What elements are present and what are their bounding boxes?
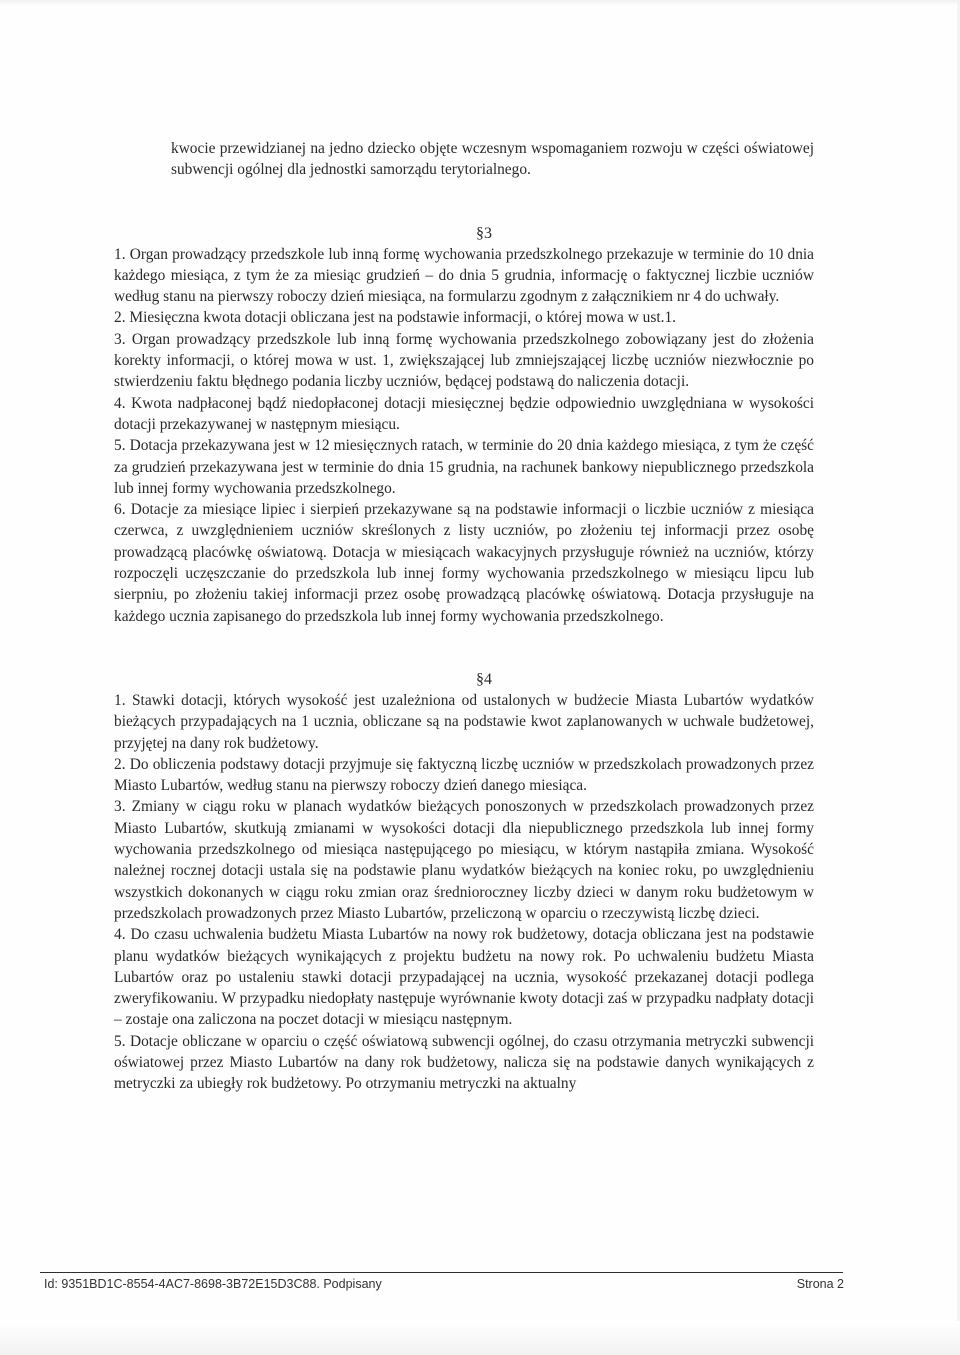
section-3-paragraph-1: 1. Organ prowadzący przedszkole lub inną formę wychowania przedszkolnego przekazuje w terminie do 10 dnia każdego miesiąca, z tym że za miesiąc grudzień – do dnia 5 grudnia, informację o faktycznej liczbie uczniów według stanu na pierwszy roboczy dzień miesiąca, na formularzu zgodnym z załącznikiem nr 4 do uchwały. [114,245,814,306]
section-3-paragraph-4: 4. Kwota nadpłaconej bądź niedopłaconej dotacji miesięcznej będzie odpowiednio uwzględniana w wysokości dotacji przekazywanej w następnym miesiącu. [114,394,814,433]
footer-document-id: Id: 9351BD1C-8554-4AC7-8698-3B72E15D3C88. Podpisany [44,1277,382,1291]
section-4-paragraph-2: 2. Do obliczenia podstawy dotacji przyjmuje się faktyczną liczbę uczniów w przedszkolach prowadzonych przez Miasto Lubartów, według stanu na pierwszy roboczy dzień danego miesiąca. [114,755,814,795]
footer-divider [40,1272,843,1273]
scan-bottom-edge [0,1321,960,1355]
section-3-paragraph-3: 3. Organ prowadzący przedszkole lub inną formę wychowania przedszkolnego zobowiązany jest do złożenia korekty informacji, o której mowa w ust. 1, zwiększającej lub zmniejszającej liczbę uczniów niezwłocznie po stwierdzeniu faktu błędnego podania liczby uczniów, będącej podstawą do naliczenia dotacji. [114,330,814,391]
section-3-paragraph-6: 6. Dotacje za miesiące lipiec i sierpień przekazywane są na podstawie informacji o liczbie uczniów z miesiąca czerwca, z uwzględnieniem uczniów skreślonych z listy uczniów, po złożeniu tej informacji przez osobę prowadzącą placówkę oświatową. Dotacja w miesiącach wakacyjnych przysługuje również na uczniów, którzy rozpoczęli uczęszczanie do przedszkola lub innej formy wychowania przedszkolnego w miesiącu lipcu lub sierpniu, po złożeniu takiej informacji przez osobę prowadzącą placówkę oświatową. Dotacja przysługuje na każdego ucznia zapisanego do przedszkola lub innej formy wychowania przedszkolnego. [114,501,814,625]
section-4-paragraph-1: 1. Stawki dotacji, których wysokość jest uzależniona od ustalonych w budżecie Miasta Lubartów wydatków bieżących przypadających na 1 ucznia, obliczane są na podstawie kwot zaplanowanych w uchwale budżetowej, przyjętej na dany rok budżetowy. [114,691,814,752]
section-4-paragraph-4: 4. Do czasu uchwalenia budżetu Miasta Lubartów na nowy rok budżetowy, dotacja obliczana jest na podstawie planu wydatków bieżących wynikających z projektu budżetu na nowy rok. Po uchwaleniu budżetu Miasta Lubartów oraz po ustaleniu stawki dotacji przypadającej na ucznia, wysokość przekazanej dotacji podlega zweryfikowaniu. W przypadku niedopłaty następuje wyrównanie kwoty dotacji zaś w przypadku nadpłaty dotacji – zostaje ona zaliczona na poczet dotacji w miesiącu następnym. [114,926,814,1029]
document-body [114,138,814,1095]
section-3-paragraph-5: 5. Dotacja przekazywana jest w 12 miesięcznych ratach, w terminie do 20 dnia każdego miesiąca, z tym że część za grudzień przekazywana jest w terminie do dnia 15 grudnia, na rachunek bankowy niepublicznego przedszkola lub innej formy wychowania przedszkolnego. [114,437,814,497]
intro-paragraph: kwocie przewidzianej na jedno dziecko objęte wczesnym wspomaganiem rozwoju w części oświatowej subwencji ogólnej dla jednostki samorządu terytorialnego. [171,140,814,179]
scan-top-edge [0,0,960,6]
section-3-paragraph-2: 2. Miesięczna kwota dotacji obliczana jest na podstawie informacji, o której mowa w ust.1. [114,309,677,327]
footer-page-number: Strona 2 [796,1277,844,1291]
section-3-heading: §3 [476,224,492,242]
section-4-paragraph-5: 5. Dotacje obliczane w oparciu o część oświatową subwencji ogólnej, do czasu otrzymania metryczki subwencji oświatowej przez Miasto Lubartów na dany rok budżetowy, nalicza się na podstawie danych wynikających z metryczki za ubiegły rok budżetowy. Po otrzymaniu metryczki na aktualny [114,1032,814,1093]
section-4-heading: §4 [476,670,492,688]
section-4-paragraph-3: 3. Zmiany w ciągu roku w planach wydatków bieżących ponoszonych w przedszkolach prowadzonych przez Miasto Lubartów, skutkują zmianami w wysokości dotacji dla niepublicznego przedszkola lub innej formy wychowania przedszkolnego od miesiąca następującego po miesiącu, w którym nastąpiła zmiana. Wysokość należnej rocznej dotacji ustala się na podstawie planu wydatków bieżących na koniec roku, po uwzględnieniu wszystkich dokonanych w ciągu roku zmian oraz średnioroczney liczby dzieci w danym roku budżetowym w przedszkolach prowadzonych przez Miasto Lubartów, przeliczoną w oparciu o rzeczywistą liczbę dzieci. [114,798,814,922]
